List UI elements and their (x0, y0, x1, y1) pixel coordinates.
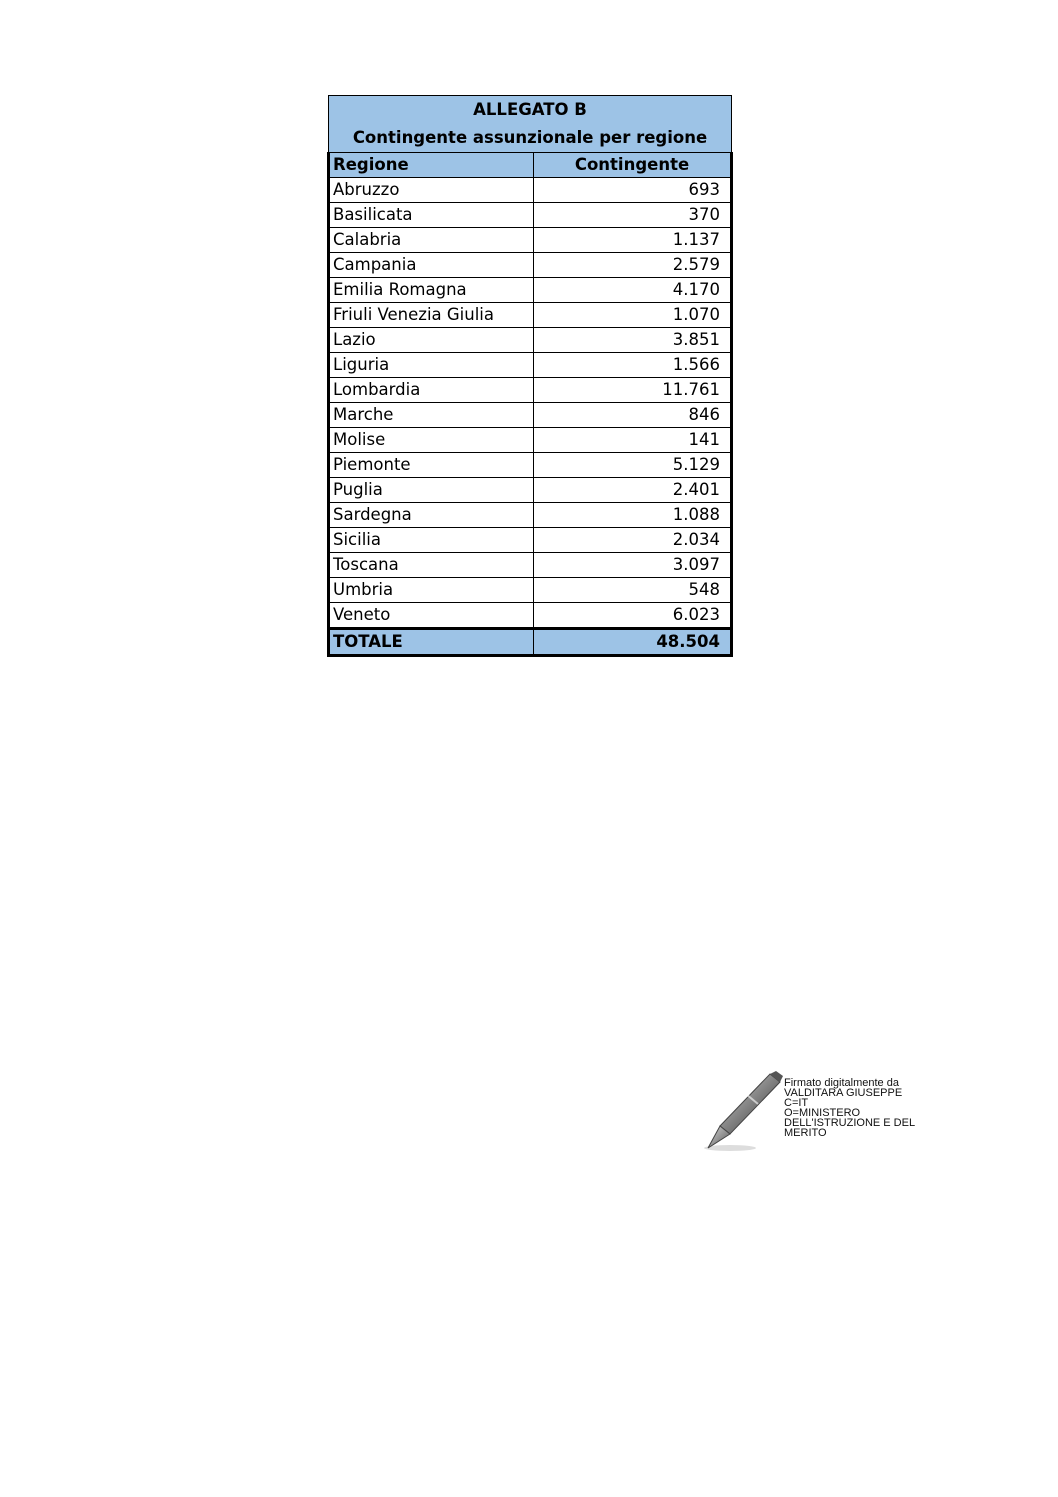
table-row (329, 353, 732, 378)
column-header-contingente: Contingente (534, 153, 732, 178)
contingente-cell: 1.566 (534, 353, 732, 378)
table-title-row (329, 96, 732, 153)
regione-cell: Friuli Venezia Giulia (329, 303, 534, 328)
contingente-cell: 1.088 (534, 503, 732, 528)
contingente-cell: 1.137 (534, 228, 732, 253)
table-row (329, 428, 732, 453)
regione-cell: Basilicata (329, 203, 534, 228)
regione-cell: Marche (329, 403, 534, 428)
signature-line: DELL'ISTRUZIONE E DEL (784, 1117, 916, 1129)
contingente-cell: 2.579 (534, 253, 732, 278)
regione-cell: Sicilia (329, 528, 534, 553)
table-row (329, 328, 732, 353)
signature-line: O=MINISTERO (784, 1107, 861, 1119)
table-row (329, 203, 732, 228)
contingente-cell: 2.034 (534, 528, 732, 553)
regione-cell: Sardegna (329, 503, 534, 528)
total-row (329, 629, 732, 656)
table-row (329, 603, 732, 629)
signature-line: VALDITARA GIUSEPPE (784, 1087, 903, 1099)
contingente-cell: 548 (534, 578, 732, 603)
regione-cell: Campania (329, 253, 534, 278)
table-subtitle: Contingente assunzionale per regione (352, 128, 708, 147)
table-title: ALLEGATO B (473, 100, 587, 119)
signature-line: MERITO (784, 1127, 827, 1139)
table-row (329, 553, 732, 578)
contingente-cell: 141 (534, 428, 732, 453)
regione-cell: Abruzzo (329, 178, 534, 203)
contingente-cell: 846 (534, 403, 732, 428)
table-row (329, 453, 732, 478)
table-row (329, 178, 732, 203)
signature-line: Firmato digitalmente da (784, 1077, 899, 1089)
table-row (329, 403, 732, 428)
contingente-cell: 2.401 (534, 478, 732, 503)
regione-cell: Lazio (329, 328, 534, 353)
total-label: TOTALE (329, 629, 534, 656)
regione-cell: Toscana (329, 553, 534, 578)
contingente-cell: 1.070 (534, 303, 732, 328)
column-header-row (329, 153, 732, 178)
digital-signature (700, 1070, 940, 1154)
total-value: 48.504 (534, 629, 732, 656)
allegato-table (327, 95, 733, 657)
contingente-cell: 3.097 (534, 553, 732, 578)
contingente-cell: 6.023 (534, 603, 732, 629)
table-row (329, 228, 732, 253)
regione-cell: Liguria (329, 353, 534, 378)
table-row (329, 578, 732, 603)
table-row (329, 278, 732, 303)
contingente-cell: 3.851 (534, 328, 732, 353)
regione-cell: Lombardia (329, 378, 534, 403)
table-row (329, 503, 732, 528)
column-header-regione: Regione (329, 153, 534, 178)
regione-cell: Calabria (329, 228, 534, 253)
regione-cell: Puglia (329, 478, 534, 503)
regione-cell: Piemonte (329, 453, 534, 478)
pen-icon (700, 1070, 784, 1154)
contingente-cell: 693 (534, 178, 732, 203)
regione-cell: Emilia Romagna (329, 278, 534, 303)
contingente-cell: 370 (534, 203, 732, 228)
signature-line: C=IT (784, 1097, 809, 1109)
table-row (329, 253, 732, 278)
regione-cell: Veneto (329, 603, 534, 629)
table-row (329, 378, 732, 403)
table-row (329, 528, 732, 553)
table-row (329, 303, 732, 328)
contingente-cell: 5.129 (534, 453, 732, 478)
allegato-table-container (327, 95, 730, 657)
contingente-cell: 4.170 (534, 278, 732, 303)
table-row (329, 478, 732, 503)
table-body (329, 178, 732, 629)
regione-cell: Molise (329, 428, 534, 453)
regione-cell: Umbria (329, 578, 534, 603)
contingente-cell: 11.761 (534, 378, 732, 403)
signature-text (784, 1078, 915, 1138)
table-title-cell (329, 96, 732, 153)
